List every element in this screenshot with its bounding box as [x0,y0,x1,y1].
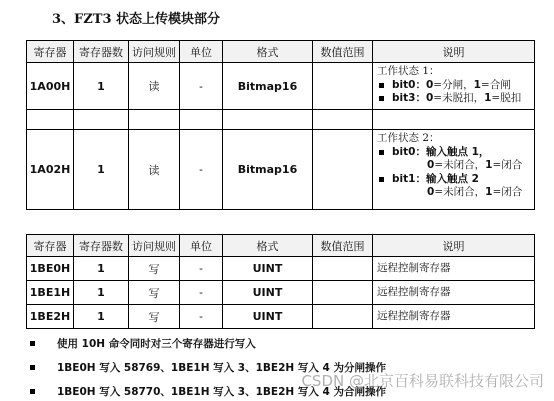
bit-value: 0 [425,78,434,91]
format-cell: UINT [223,305,313,329]
section-heading: 3、FZT3 状态上传模块部分 [52,12,221,27]
bit-value-text: =闭合 [492,186,523,198]
bit-item [377,146,530,160]
watermark: CSDN @北京百科易联科技有限公司 [301,372,544,390]
desc-cell: 远程控制寄存器 [373,281,535,305]
col-header-format: 格式 [223,235,313,257]
register-cell: 1BE1H [27,281,74,305]
remote-control-register-table [26,234,535,329]
col-header-desc: 说明 [373,41,535,63]
format-cell: Bitmap16 [223,130,313,210]
register-cell: 1BE2H [27,305,74,329]
note-text: 1BE0H 写入 58770、1BE1H 写入 3、1BE2H 写入 4 为合闸操作 [57,386,386,398]
col-header-format: 格式 [223,41,313,63]
col-header-count: 寄存器数 [74,235,129,257]
bit-values [377,186,530,200]
table-header-row [27,235,535,257]
unit-cell: - [180,63,223,110]
col-header-unit: 单位 [180,41,223,63]
bit-value: 1 [473,78,481,91]
col-header-register: 寄存器 [27,235,74,257]
bit-value-text: =未闭合， [434,186,486,198]
access-cell: 写 [129,305,180,329]
desc-cell [373,130,535,210]
range-cell [313,305,373,329]
bit-key: bit3： [392,92,426,104]
bit-item [377,79,530,93]
table-row [27,130,535,210]
bit-value-text: =未闭合， [434,159,486,171]
bit-key: bit0： [392,145,426,158]
desc-cell: 远程控制寄存器 [373,257,535,281]
bit-label: 输入触点 1， [425,145,490,158]
bit-value: 1 [485,186,493,198]
register-cell: 1A00H [27,63,74,110]
bit-key: bit1： [392,172,426,185]
bit-value: 1 [484,92,492,104]
bit-value: 0 [427,159,435,171]
bit-label: 输入触点 2 [425,172,479,185]
format-cell: Bitmap16 [223,63,313,110]
col-header-access: 访问规则 [129,235,180,257]
col-header-register: 寄存器 [27,41,74,63]
range-cell [313,257,373,281]
bit-value: 0 [427,186,435,198]
col-header-range: 数值范围 [313,235,373,257]
square-bullet-icon [30,389,35,394]
format-cell: UINT [223,281,313,305]
note-text: 1BE0H 写入 58769、1BE1H 写入 3、1BE2H 写入 4 为分闸操作 [57,362,386,374]
bit-value-text: =闭合 [492,159,523,171]
status-register-table [26,40,535,210]
access-cell: 写 [129,281,180,305]
table-header-row [27,41,535,63]
format-cell: UINT [223,257,313,281]
access-cell: 读 [129,63,180,110]
bit-key: bit0： [392,78,426,91]
col-header-desc: 说明 [373,235,535,257]
table-row [27,305,535,329]
unit-cell: - [180,257,223,281]
table-row [27,63,535,110]
square-bullet-icon [30,365,35,370]
col-header-access: 访问规则 [129,41,180,63]
bit-value-text: =合闸 [480,78,511,91]
square-bullet-icon [379,177,384,182]
unit-cell: - [180,130,223,210]
col-header-unit: 单位 [180,235,223,257]
square-bullet-icon [379,83,384,88]
range-cell [313,63,373,110]
note-item [30,336,256,351]
desc-cell: 远程控制寄存器 [373,305,535,329]
bit-item [377,173,530,187]
desc-title: 工作状态 1： [377,65,440,77]
bit-values [377,159,530,173]
access-cell: 写 [129,257,180,281]
count-cell: 1 [74,63,129,110]
bit-value: 0 [425,92,434,104]
bit-value-text: =分闸， [433,78,474,91]
register-cell: 1BE0H [27,257,74,281]
bit-item [377,92,530,106]
access-cell: 读 [129,130,180,210]
table-row [27,257,535,281]
count-cell: 1 [74,257,129,281]
bit-value-text: =未脱扣， [433,92,485,104]
table-row [27,281,535,305]
count-cell: 1 [74,305,129,329]
register-cell: 1A02H [27,130,74,210]
col-header-count: 寄存器数 [74,41,129,63]
range-cell [313,130,373,210]
desc-cell [373,63,535,110]
square-bullet-icon [379,150,384,155]
unit-cell: - [180,281,223,305]
count-cell: 1 [74,281,129,305]
unit-cell: - [180,305,223,329]
empty-row [27,110,535,130]
count-cell: 1 [74,130,129,210]
bit-value: 1 [485,159,493,171]
square-bullet-icon [30,341,35,346]
desc-title: 工作状态 2： [377,132,440,144]
bit-value-text: =脱扣 [491,92,522,104]
col-header-range: 数值范围 [313,41,373,63]
range-cell [313,281,373,305]
note-text: 使用 10H 命令同时对三个寄存器进行写入 [57,338,256,350]
square-bullet-icon [379,96,384,101]
